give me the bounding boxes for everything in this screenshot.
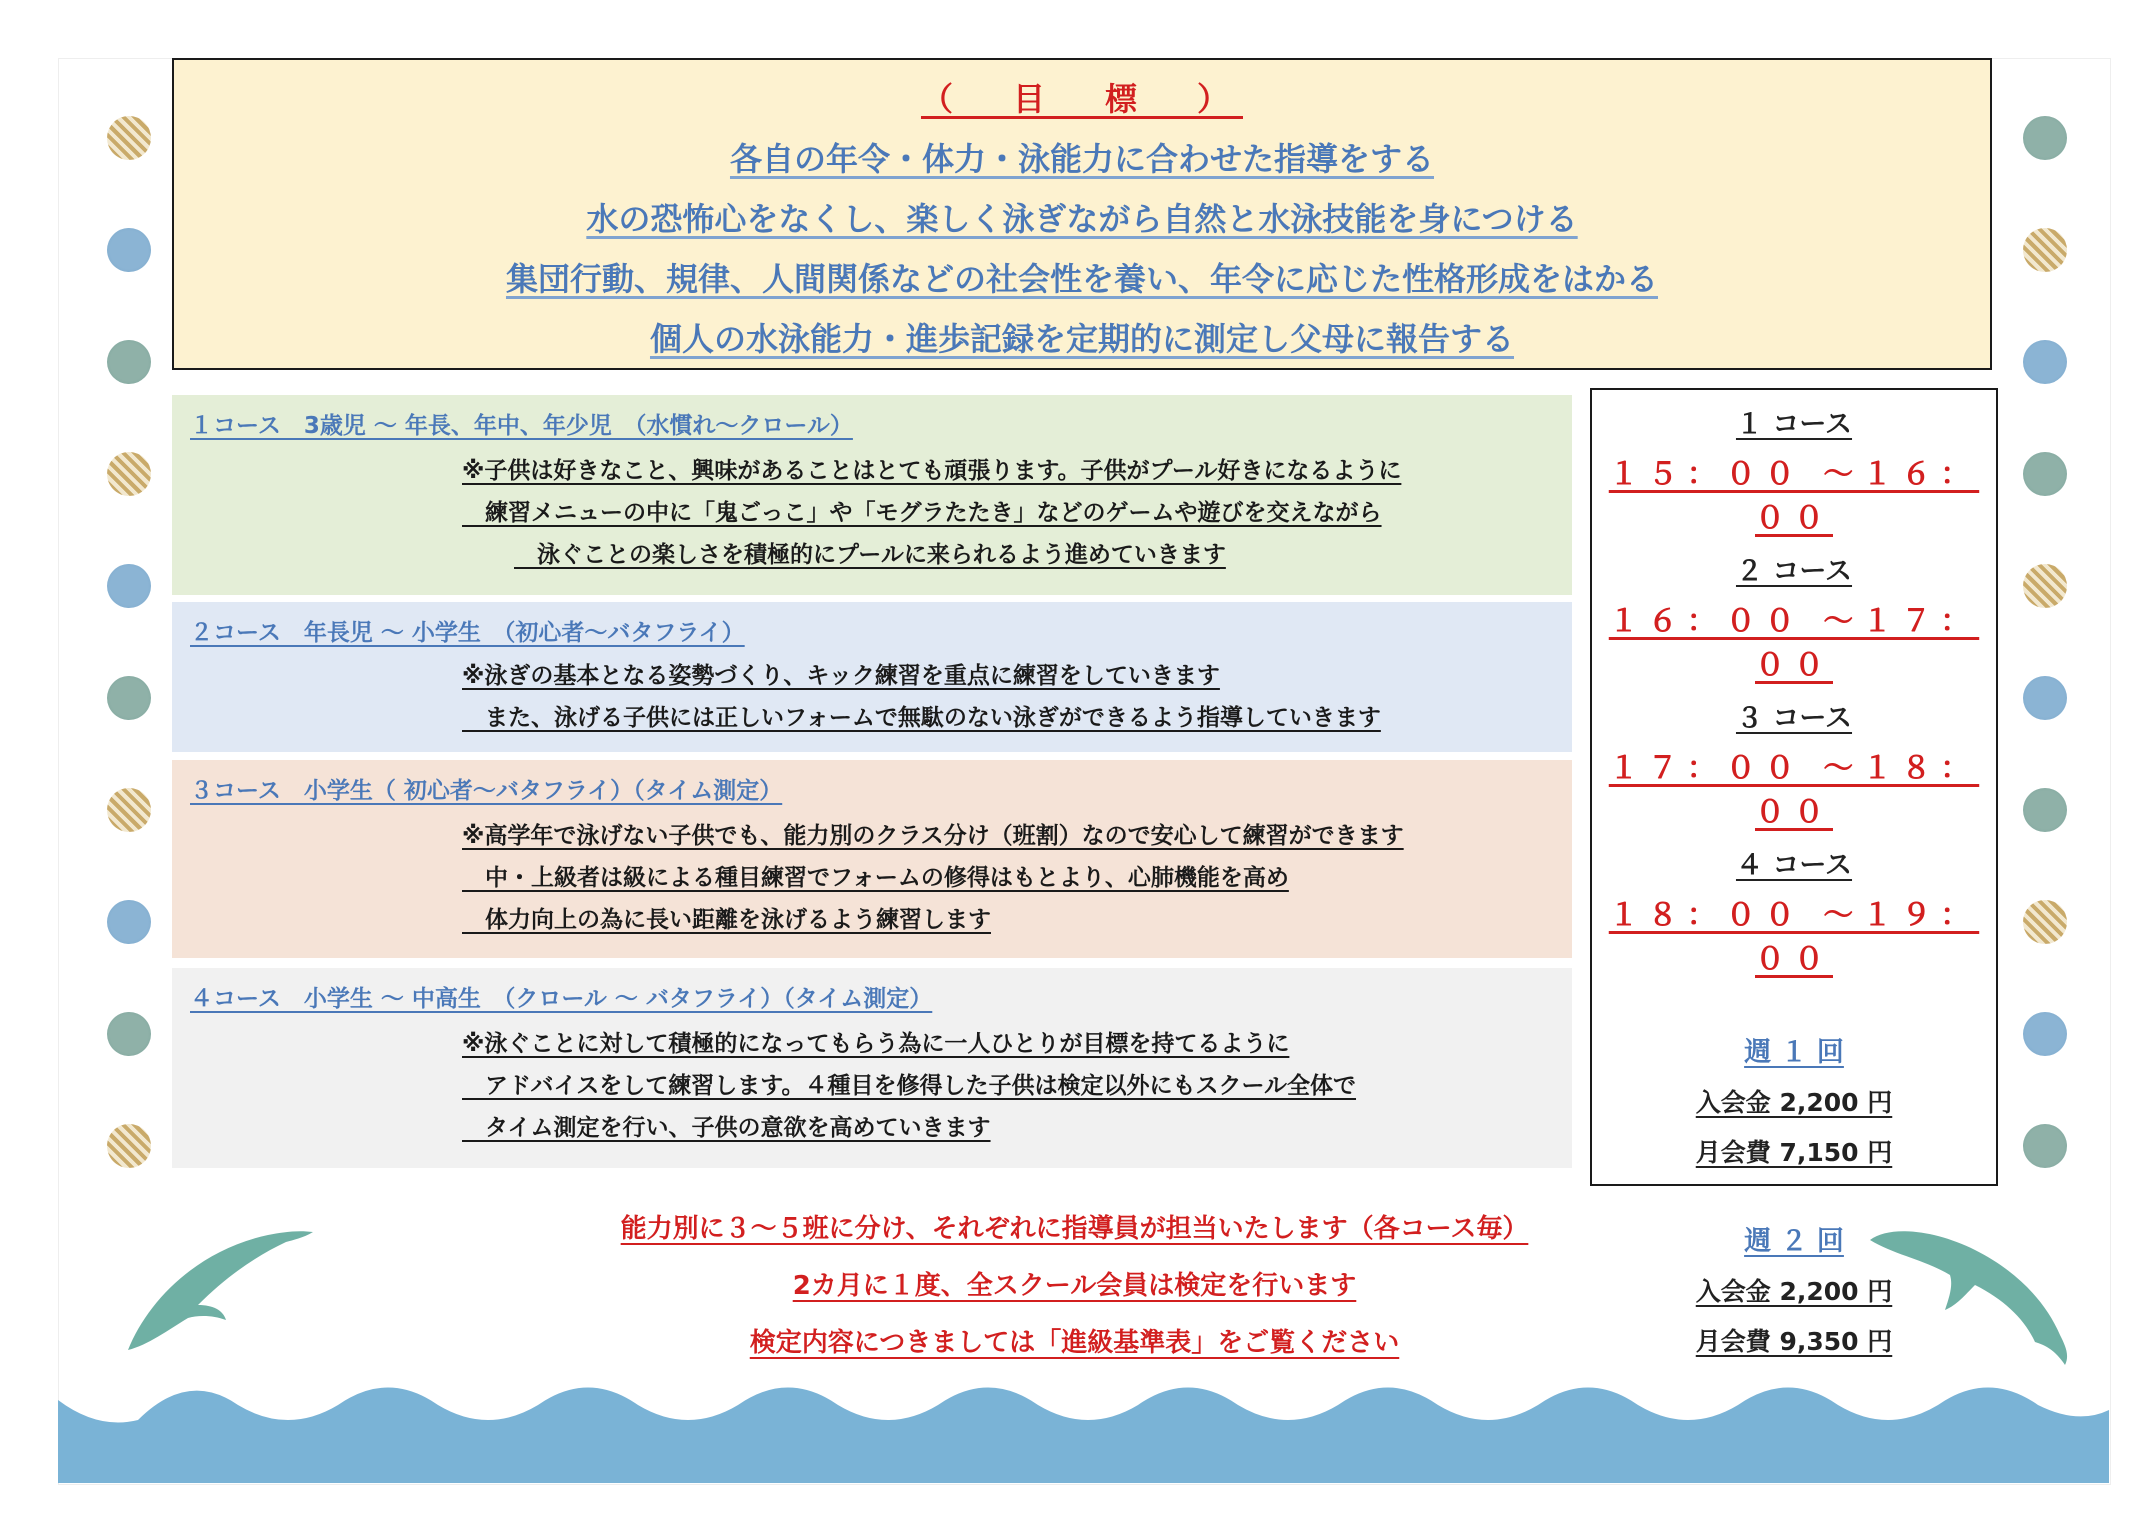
- slot-course-label: ２ コース: [1735, 556, 1853, 587]
- slot-time: １７：００ ～１８：００: [1608, 751, 1980, 830]
- dot-icon: [107, 900, 151, 944]
- dot-icon: [2023, 116, 2067, 160]
- dot-icon: [107, 564, 151, 608]
- dot-icon: [2023, 452, 2067, 496]
- goal-line: 個人の水泳能力・進歩記録を定期的に測定し父母に報告する: [649, 320, 1514, 358]
- course-desc-line: また、泳げる子供には正しいフォームで無駄のない泳ぎができるよう指導していきます: [462, 705, 1381, 731]
- course-title: ３コース 小学生（ 初心者～バタフライ）（タイム測定）: [190, 778, 783, 804]
- course-desc-line: ※泳ぐことに対して積極的になってもらう為に一人ひとりが目標を持てるように: [462, 1031, 1290, 1057]
- course-title: １コース 3歳児 ～ 年長、年中、年少児 （水慣れ～クロール）: [190, 413, 853, 439]
- dot-icon: [107, 1124, 151, 1168]
- plan-frequency: 週 １ 回: [1744, 1037, 1844, 1068]
- slot-time: １５：００ ～１６：００: [1608, 457, 1980, 536]
- course-desc-line: 泳ぐことの楽しさを積極的にプールに来られるよう進めていきます: [514, 542, 1226, 568]
- wave-decoration: [58, 1370, 2109, 1483]
- slot-course-label: ４ コース: [1735, 850, 1853, 881]
- dot-icon: [2023, 564, 2067, 608]
- dot-icon: [2023, 788, 2067, 832]
- dot-icon: [2023, 340, 2067, 384]
- slot-course-label: １ コース: [1735, 409, 1853, 440]
- dot-icon: [107, 788, 151, 832]
- course-title: ２コース 年長児 ～ 小学生 （初心者～バタフライ）: [190, 620, 745, 646]
- slot-time: １８：００ ～１９：００: [1608, 898, 1980, 977]
- course-desc-line: 練習メニューの中に「鬼ごっこ」や「モグラたたき」などのゲームや遊びを交えながら: [462, 500, 1382, 526]
- dot-icon: [107, 676, 151, 720]
- schedule-box: [1590, 388, 1998, 1356]
- slot-time: １６：００ ～１７：００: [1608, 604, 1980, 683]
- course-4-panel: [172, 968, 1572, 1168]
- note-line: 2カ月に１度、全スクール会員は検定を行います: [792, 1271, 1357, 1301]
- dot-icon: [107, 1012, 151, 1056]
- dot-icon: [2023, 900, 2067, 944]
- course-desc-line: ※泳ぎの基本となる姿勢づくり、キック練習を重点に練習をしていきます: [462, 663, 1220, 689]
- note-line: 検定内容につきましては「進級基準表」をご覧ください: [749, 1328, 1400, 1358]
- plan-monthly-fee: 月会費 7,150 円: [1695, 1138, 1893, 1167]
- plan-frequency: 週 ２ 回: [1744, 1226, 1844, 1257]
- course-1-panel: [172, 395, 1572, 595]
- dot-icon: [107, 340, 151, 384]
- dot-icon: [2023, 1124, 2067, 1168]
- plan-entry-fee: 入会金 2,200 円: [1695, 1088, 1893, 1117]
- notes: [0, 1208, 2149, 1379]
- goal-line: 水の恐怖心をなくし、楽しく泳ぎながら自然と水泳技能を身につける: [586, 200, 1578, 238]
- slot-course-label: ３ コース: [1735, 703, 1853, 734]
- goals-title: （ 目 標 ）: [920, 80, 1243, 118]
- dot-icon: [107, 452, 151, 496]
- plan-entry-fee: 入会金 2,200 円: [1695, 1277, 1893, 1306]
- course-desc-line: ※高学年で泳げない子供でも、能力別のクラス分け（班割）なので安心して練習ができます: [462, 823, 1404, 849]
- goal-line: 集団行動、規律、人間関係などの社会性を養い、年令に応じた性格形成をはかる: [505, 260, 1658, 298]
- dot-icon: [2023, 676, 2067, 720]
- course-2-panel: [172, 602, 1572, 752]
- plan-monthly-fee: 月会費 9,350 円: [1695, 1327, 1893, 1356]
- course-desc-line: 体力向上の為に長い距離を泳げるよう練習します: [462, 907, 991, 933]
- note-line: 能力別に３～５班に分け、それぞれに指導員が担当いたします（各コース毎）: [620, 1214, 1529, 1244]
- course-3-panel: [172, 760, 1572, 958]
- dot-icon: [107, 116, 151, 160]
- course-desc-line: ※子供は好きなこと、興味があることはとても頑張ります。子供がプール好きになるように: [462, 458, 1402, 484]
- dot-icon: [2023, 1012, 2067, 1056]
- dot-icon: [107, 228, 151, 272]
- course-desc-line: 中・上級者は級による種目練習でフォームの修得はもとより、心肺機能を高め: [462, 865, 1289, 891]
- goals-box: [172, 58, 1992, 370]
- dot-icon: [2023, 228, 2067, 272]
- course-desc-line: アドバイスをして練習します。４種目を修得した子供は検定以外にもスクール全体で: [462, 1073, 1357, 1099]
- goal-line: 各自の年令・体力・泳能力に合わせた指導をする: [729, 140, 1434, 178]
- course-title: ４コース 小学生 ～ 中高生 （クロール ～ バタフライ）（タイム測定）: [190, 986, 933, 1012]
- course-desc-line: タイム測定を行い、子供の意欲を高めていきます: [462, 1115, 991, 1141]
